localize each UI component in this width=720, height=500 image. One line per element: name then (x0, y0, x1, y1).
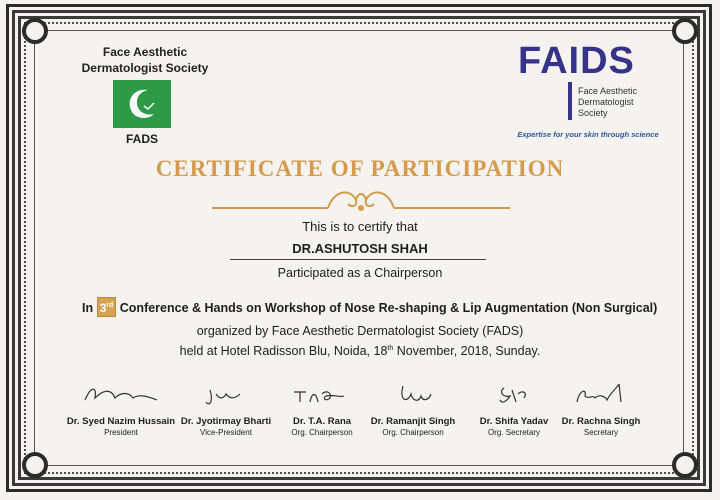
left-society-name (70, 44, 220, 76)
conference-line (82, 297, 657, 317)
venue-text: held at Hotel Radisson Blu, Noida, 18 (179, 344, 388, 358)
signature-mark (373, 380, 453, 410)
signatory-name: Dr. Jyotirmay Bharti (180, 416, 272, 427)
signatory-title: Org. Secretary (487, 428, 540, 437)
signatory-title: Org. Chairperson (291, 428, 353, 437)
certificate-title: CERTIFICATE OF PARTICIPATION (155, 156, 565, 181)
signatory-block (552, 380, 650, 437)
faids-sub-line1: Face Aesthetic (578, 86, 638, 96)
title-flourish-ornament (208, 182, 514, 216)
signature-mark (474, 380, 554, 410)
participation-role: Participated as a Chairperson (277, 266, 443, 280)
recipient-underline (230, 259, 486, 260)
signature-mark (186, 380, 266, 410)
left-society-name-line2: Dermatologist Society (81, 61, 209, 75)
conference-ordinal: 3 (99, 301, 107, 315)
signatory-block (66, 380, 176, 437)
conference-ordinal-badge (97, 297, 117, 317)
signature-mark (81, 380, 161, 410)
signatory-name: Dr. Ramanjit Singh (370, 416, 456, 427)
signature-mark (282, 380, 362, 410)
faids-sub-line2: Dermatologist (578, 97, 634, 107)
certify-statement: This is to certify that (302, 219, 418, 234)
signatory-title: President (104, 428, 138, 437)
faids-logo-bar (568, 82, 572, 120)
signatory-title: Vice-President (200, 428, 252, 437)
conference-ordinal-suffix: rd (106, 302, 114, 309)
signature-mark (561, 380, 641, 410)
corner-ornament-top-right (672, 18, 698, 44)
faids-logo-wordmark: FAIDS (518, 40, 635, 82)
conference-title: Conference & Hands on Workshop of Nose Re-shaping & Lip Augmentation (Non Surgical) (119, 301, 658, 315)
signatory-title: Secretary (583, 428, 619, 437)
fads-logo-icon (113, 80, 171, 128)
organizer-line: organized by Face Aesthetic Dermatologist Society (FADS) (196, 324, 524, 338)
recipient-name: DR.ASHUTOSH SHAH (292, 241, 428, 256)
signatory-name: Dr. Shifa Yadav (479, 416, 549, 427)
faids-sub-line3: Society (578, 108, 608, 118)
corner-ornament-top-left (22, 18, 48, 44)
date-suffix: th (387, 344, 394, 352)
left-society-name-line1: Face Aesthetic (102, 45, 188, 59)
signatory-title: Org. Chairperson (382, 428, 444, 437)
left-logo-abbr: FADS (125, 132, 158, 146)
signatory-block (468, 380, 560, 437)
conference-prefix: In (82, 301, 94, 315)
corner-ornament-bottom-right (672, 452, 698, 478)
signatory-name: Dr. Syed Nazim Hussain (66, 416, 176, 427)
date-text: November, 2018, Sunday. (393, 344, 541, 358)
signatory-block (280, 380, 364, 437)
signatory-name: Dr. Rachna Singh (561, 416, 641, 427)
signatory-block (174, 380, 278, 437)
venue-date-line (0, 344, 720, 358)
faids-tagline: Expertise for your skin through science (517, 130, 659, 139)
signatory-block (362, 380, 464, 437)
faids-logo-subtitle (578, 86, 658, 119)
corner-ornament-bottom-left (22, 452, 48, 478)
signatory-name: Dr. T.A. Rana (292, 416, 352, 427)
